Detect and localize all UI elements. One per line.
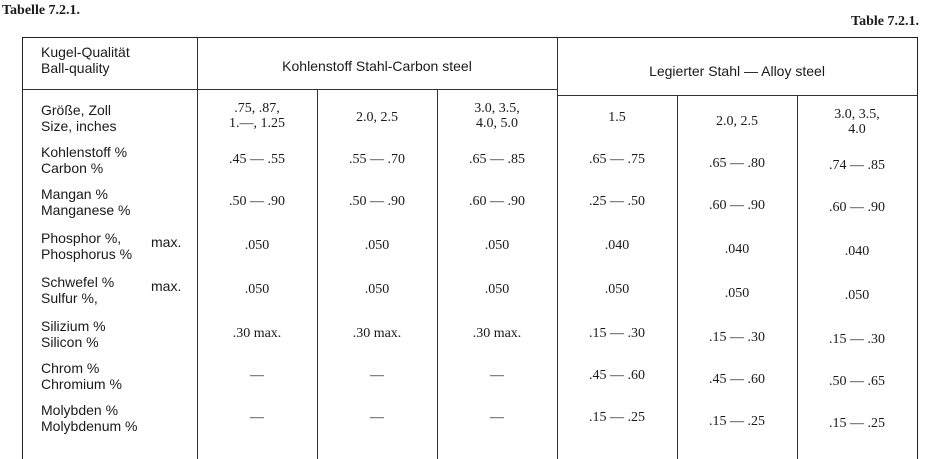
table-cell: .050 xyxy=(364,282,390,297)
row-label xyxy=(41,186,131,218)
table-cell: .65 — .85 xyxy=(469,152,525,167)
row-label xyxy=(41,360,122,392)
table-cell: .050 xyxy=(484,282,510,297)
table-cell: .60 — .90 xyxy=(709,198,765,213)
row-label-de: Molybden % xyxy=(41,402,119,418)
table-cell: — xyxy=(370,368,384,383)
max-label: max. xyxy=(151,278,182,294)
row-label xyxy=(41,102,116,134)
row-label-en: Silicon % xyxy=(41,334,99,350)
table-cell: — xyxy=(250,410,264,425)
table-cell: .60 — .90 xyxy=(829,200,885,215)
row-label-de: Phosphor %, xyxy=(41,230,122,246)
row-label xyxy=(41,274,114,306)
table-cell: .30 max. xyxy=(232,326,282,341)
quality-header xyxy=(41,44,130,76)
row-label xyxy=(41,402,138,434)
row-label-en: Chromium % xyxy=(41,376,122,392)
row-label xyxy=(41,144,127,176)
table-cell: — xyxy=(250,368,264,383)
table-cell: .30 max. xyxy=(472,326,522,341)
table-cell: .040 xyxy=(724,242,750,257)
table-cell: .15 — .25 xyxy=(709,414,765,429)
column-divider xyxy=(437,90,438,459)
table-cell: .65 — .80 xyxy=(709,156,765,171)
column-divider xyxy=(677,96,678,459)
column-divider xyxy=(797,96,798,459)
row-label-en: Size, inches xyxy=(41,118,117,134)
quality-label-en: Ball-quality xyxy=(41,60,110,76)
row-label-de: Schwefel % xyxy=(41,274,115,290)
table-cell: 3.0, 3.5, 4.0, 5.0 xyxy=(474,101,520,131)
table-cell: .50 — .65 xyxy=(829,374,885,389)
table-cell: .30 max. xyxy=(352,326,402,341)
column-divider xyxy=(317,90,318,459)
table-caption-de: Tabelle 7.2.1. xyxy=(2,3,81,18)
row-label-en: Phosphorus % xyxy=(41,246,133,262)
row-label-en: Carbon % xyxy=(41,160,104,176)
table-cell: .74 — .85 xyxy=(829,158,885,173)
table-cell: .050 xyxy=(844,288,870,303)
table-cell: .050 xyxy=(364,238,390,253)
table-cell: .15 — .30 xyxy=(829,332,885,347)
row-label-de: Größe, Zoll xyxy=(41,102,112,118)
alloy-steel-header: Legierter Stahl — Alloy steel xyxy=(649,63,825,79)
table-cell: .15 — .30 xyxy=(589,326,645,341)
table-cell: — xyxy=(490,410,504,425)
table-cell: .60 — .90 xyxy=(469,194,525,209)
table-cell: 1.5 xyxy=(608,110,626,125)
header-rule-right xyxy=(557,95,917,96)
steel-ball-table xyxy=(22,37,918,459)
table-caption-en: Table 7.2.1. xyxy=(851,14,919,29)
table-cell: .050 xyxy=(724,286,750,301)
table-cell: 3.0, 3.5, 4.0 xyxy=(834,107,880,137)
table-cell: — xyxy=(370,410,384,425)
table-cell: .45 — .55 xyxy=(229,152,285,167)
table-cell: .15 — .25 xyxy=(589,410,645,425)
table-cell: .75, .87, 1.—, 1.25 xyxy=(229,101,285,131)
table-cell: .45 — .60 xyxy=(589,368,645,383)
header-rule-left xyxy=(23,89,557,90)
table-cell: .050 xyxy=(244,282,270,297)
row-label xyxy=(41,318,106,350)
table-cell: .040 xyxy=(844,244,870,259)
carbon-steel-header: Kohlenstoff Stahl-Carbon steel xyxy=(282,58,472,74)
table-cell: .45 — .60 xyxy=(709,372,765,387)
row-label-de: Silizium % xyxy=(41,318,106,334)
row-label-de: Kohlenstoff % xyxy=(41,144,128,160)
table-cell: .050 xyxy=(244,238,270,253)
table-cell: .050 xyxy=(484,238,510,253)
table-cell: .15 — .25 xyxy=(829,416,885,431)
row-label-de: Mangan % xyxy=(41,186,108,202)
table-cell: .050 xyxy=(604,282,630,297)
table-cell: .50 — .90 xyxy=(349,194,405,209)
table-cell: — xyxy=(490,368,504,383)
max-label: max. xyxy=(151,234,182,250)
table-cell: .65 — .75 xyxy=(589,152,645,167)
table-cell: .25 — .50 xyxy=(589,194,645,209)
table-cell: .50 — .90 xyxy=(229,194,285,209)
row-label-de: Chrom % xyxy=(41,360,100,376)
quality-label-de: Kugel-Qualität xyxy=(41,44,130,60)
table-cell: .55 — .70 xyxy=(349,152,405,167)
row-label-en: Molybdenum % xyxy=(41,418,138,434)
row-label-en: Sulfur %, xyxy=(41,290,98,306)
table-cell: .15 — .30 xyxy=(709,330,765,345)
table-cell: 2.0, 2.5 xyxy=(716,114,758,129)
row-label-en: Manganese % xyxy=(41,202,131,218)
row-label xyxy=(41,230,132,262)
table-cell: 2.0, 2.5 xyxy=(356,110,398,125)
table-cell: .040 xyxy=(604,238,630,253)
